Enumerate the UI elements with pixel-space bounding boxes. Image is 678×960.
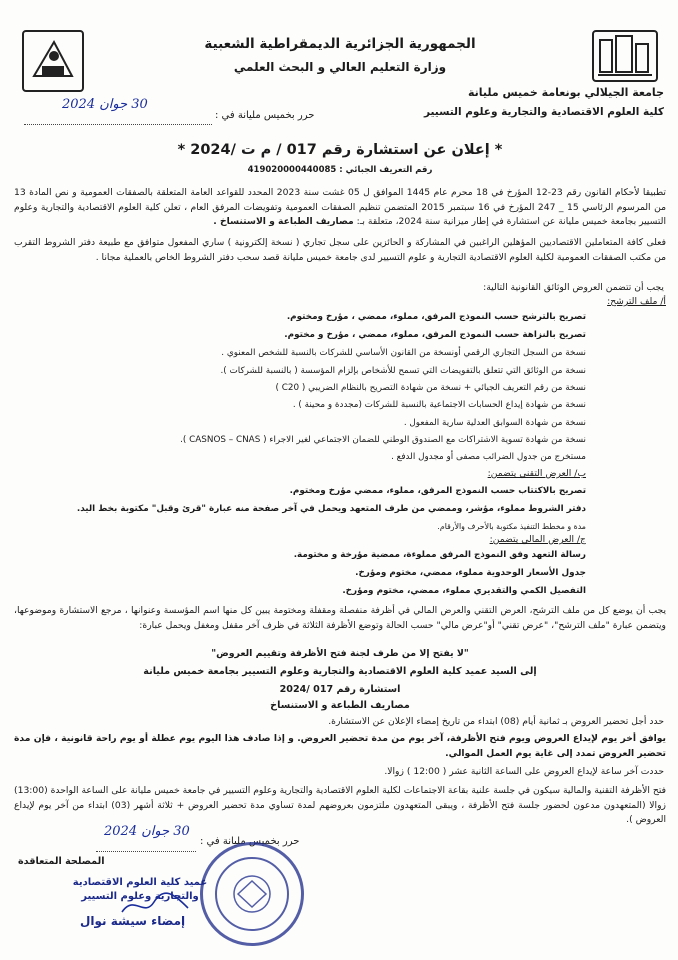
last-hour-paragraph: حددت آخر ساعة لإيداع العروض على الساعة الثانية عشر ( 12:00 ) زوالا.: [384, 766, 664, 777]
header-date-label: حرر بخميس مليانة في :: [215, 110, 315, 121]
tax-id: رقم التعريف الجبائي : 419020000440085: [247, 165, 433, 175]
envelope-quote: "لا يفتح إلا من طرف لجنة فتح الأظرفة وتقييم العروض": [211, 648, 469, 659]
section-a-item: نسخة من الوثائق التي تتعلق بالتفويضات التي تسمح للأشخاص بإلزام المؤسسة ( بالنسبة للشركات ).: [220, 366, 586, 376]
intro-subject: مصاريف الطباعة و الاستنساخ .: [213, 216, 354, 227]
section-c-item: جدول الأسعار الوحدوية مملوء، ممضي، مختوم ومؤرخ.: [355, 568, 586, 578]
university-name: جامعة الجيلالي بونعامة خميس مليانة: [467, 86, 664, 99]
section-c-item: رسالة التعهد وفق النموذج المرفق مملوءة، ممضية مؤرخة و مختومة.: [293, 550, 586, 560]
dean-signature-stamp: عميد كلية العلوم الاقتصادية والتجارية وعلوم التسيير: [72, 877, 208, 902]
envelope-recipient: إلى السيد عميد كلية العلوم الاقتصادية والتجارية وعلوم التسيير بجامعة خميس مليانة: [143, 666, 537, 677]
footer-date-handwritten: 30 جوان 2024: [104, 824, 190, 839]
section-a-title: أ/ ملف الترشح:: [607, 296, 666, 307]
envelope-paragraph: يجب أن يوضع كل من ملف الترشح، العرض التقني والعرض المالي في أظرفة منفصلة ومقفلة ومختومة يبين كل منها اسم المؤسسة وعنوانها ، مرجع الاستشارة وموضوعها، ويتضمن عبارة "ملف الترشح"، "عرض تقني" أو"عرض مالي" حسب الحالة وتوضع الأظرفة الثلاثة في ظرف آخر مقفل ومغفل ويحمل عبارة:: [14, 605, 666, 631]
section-a-item: نسخة من شهادة السوابق العدلية سارية المفعول .: [403, 418, 586, 428]
header-date-line: [24, 118, 212, 125]
footer-date-label: حرر بخميس مليانة في :: [200, 836, 300, 847]
section-a-item: تصريح بالترشح حسب النموذج المرفق، مملوء، ممضي ، مؤرخ ومختوم.: [286, 312, 586, 322]
republic-heading: الجمهورية الجزائرية الديمقراطية الشعبية: [204, 36, 476, 52]
opening-session-paragraph: فتح الأظرفة التقنية والمالية سيكون في جلسة علنية بقاعة الاجتماعات لكلية العلوم الاقتصادية والتجارية وعلوم التسيير في جامعة خميس مليانة على الساعة الواحدة (13:00) زوالا (المتعهدون مدعون لحضور جلسة فتح الأظرفة ، ويبقى المتعهدون ملتزمون بعروضهم لمدة تساوي مدة تحضير العروض + ثلاثة أشهر (03) ابتداء من آخر يوم لإيداع العروض ).: [14, 785, 666, 825]
deadline-paragraph: حدد أجل تحضير العروض بـ ثمانية أيام (08) ابتداء من تاريخ إمضاء الإعلان عن الاستشارة.: [328, 716, 664, 727]
contracting-service-label: المصلحة المتعاقدة: [18, 856, 105, 867]
dean-signature-name: إمضاء سيشة نوال: [80, 914, 186, 928]
envelope-subject: مصاريف الطباعة و الاستنساخ: [270, 700, 410, 711]
signature-scribble: [120, 890, 190, 920]
required-docs-intro: يجب أن تتضمن العروض الوثائق القانونية التالية:: [483, 282, 664, 293]
ministry-heading: وزارة التعليم العالي و البحث العلمي: [233, 60, 447, 74]
section-a-item: نسخة من رقم التعريف الجبائي + نسخة من شهادة التصريح بالنظام الضريبي ( C20 ): [275, 383, 586, 393]
section-a-item: مستخرج من جدول الضرائب مصفى أو مجدول الدفع .: [391, 452, 586, 462]
intro-text: تطبيقا لأحكام القانون رقم 23-12 المؤرخ في 18 محرم عام 1445 الموافق ل 05 غشت سنة 2023 المحدد للقواعد العامة المتعلقة بالصفقات العمومية و نص المادة 13 من المرسوم الرئاسي 15 _ 247 المؤرخ في 16 سبتمبر 2015 المتضمن تنظيم الصفقات العمومية وتفويضات المرفق العام ، تعلن كلية العلوم الاقتصادية والتجارية وعلوم التسيير بجامعة خميس مليانة عن استشارة في إطار ميزانية سنة 2024، متعلقة بـ:: [14, 187, 666, 227]
section-c-title: ج/ العرض المالي يتضمن:: [489, 534, 586, 545]
header-date-handwritten: 30 جوان 2024: [62, 97, 148, 112]
university-logo: [592, 30, 658, 82]
eligibility-paragraph: فعلى كافة المتعاملين الاقتصاديين المؤهلين الراغبين في المشاركة و الحائزين على سجل تجاري ( نسخة إلكترونية ) ساري المفعول متوافق مع طبيعة دفتر الشروط التقرب من مكتب الصفقات العمومية لكلية العلوم الاقتصادية التجارية و علوم التسيير لدى جامعة خميس مليانة قصد سحب دفتر الشروط الخاص بالعملية مجانا .: [14, 237, 666, 263]
footer-date-line: [96, 845, 196, 852]
section-c-item: التفصيل الكمي والتقديري مملوء، ممضي، مختوم ومؤرخ.: [342, 586, 586, 596]
announcement-title: * إعلان عن استشارة رقم 017 / م ت /2024 *: [177, 142, 503, 158]
section-a-item: نسخة من شهادة تسوية الاشتراكات مع الصندوق الوطني للضمان الاجتماعي لغير الاجراء ( CASNOS – CNAS ).: [180, 435, 586, 445]
last-day-paragraph: يوافق أخر يوم لإيداع العروض ويوم فتح الأظرفة، آخر يوم من مدة تحضير العروض. و إذا صادف هذا اليوم يوم عطلة أو يوم راحة قانونية ، فإن مدة تحضير العروض تمدد إلى غاية يوم العمل الموالي.: [14, 733, 666, 759]
section-a-item: نسخة من شهادة إيداع الحسابات الاجتماعية بالنسبة للشركات (مجددة و محينة ) .: [292, 400, 586, 410]
section-b-title: ب/ العرض التقني يتضمن:: [487, 468, 586, 479]
section-a-item: تصريح بالنزاهة حسب النموذج المرفق، مملوء، ممضي ، مؤرخ و مختوم.: [284, 330, 586, 340]
envelope-consultation: استشارة رقم 017 /2024: [279, 684, 401, 695]
section-b-item: مدة و مخطط التنفيذ مكتوبة بالأحرف والأرقام.: [437, 522, 586, 531]
section-b-item: تصريح بالاكتتاب حسب النموذج المرفق، مملوء، ممضي مؤرخ ومختوم.: [289, 486, 586, 496]
faculty-name: كلية العلوم الاقتصادية والتجارية وعلوم التسيير: [423, 106, 664, 118]
ministry-logo: [22, 30, 84, 92]
section-a-item: نسخة من السجل التجاري الرقمي أونسخة من القانون الأساسي للشركات بالنسبة للشخص المعنوي .: [221, 348, 586, 358]
section-b-item: دفتر الشروط مملوء، مؤشر، وممضي من طرف المتعهد ويحمل في آخر صفحة منه عبارة "قرئ وقبل" مكتوبة بخط اليد.: [76, 504, 586, 514]
intro-paragraph: [14, 186, 666, 230]
